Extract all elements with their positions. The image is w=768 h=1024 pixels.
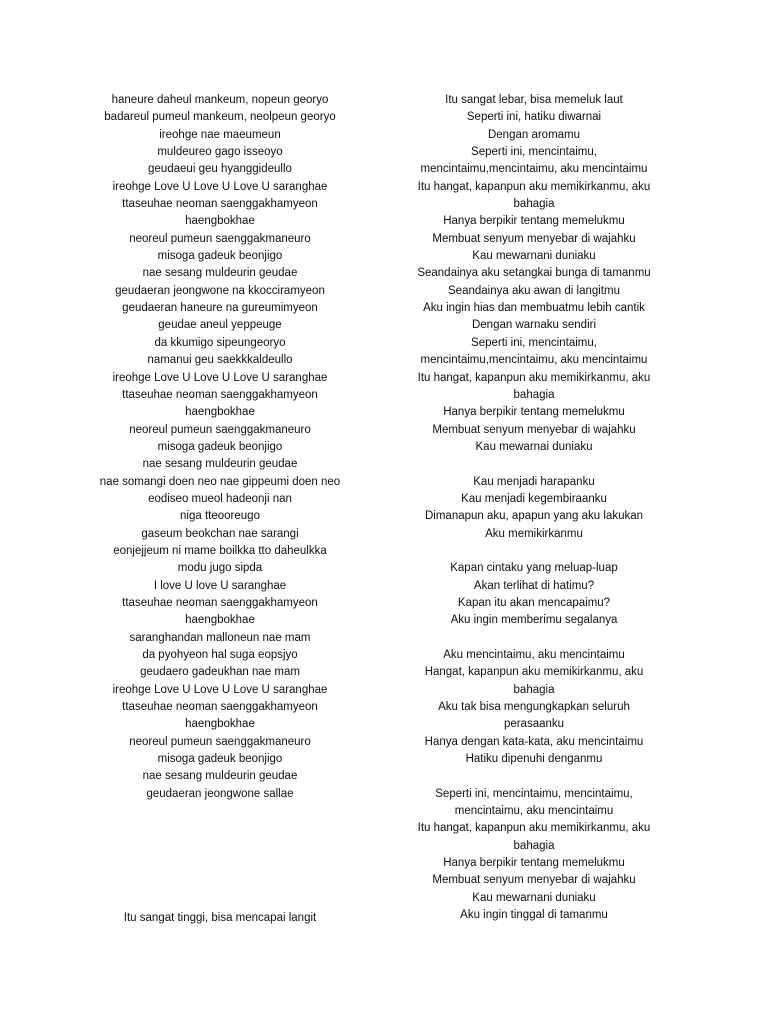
- translation-line: Kau menjadi harapanku: [473, 475, 595, 488]
- left-column-korean-lyrics: [55, 92, 385, 803]
- translation-line: [369, 456, 699, 473]
- translation-line: Itu hangat, kapanpun aku memikirkanmu, aku: [417, 180, 651, 193]
- lyric-line: ttaseuhae neoman saenggakhamyeon: [122, 388, 318, 401]
- translation-line: Aku mencintaimu, aku mencintaimu: [443, 649, 625, 661]
- translation-line: Dengan aromamu: [487, 128, 581, 141]
- lyric-line: ireohge Love U Love U Love U saranghae: [112, 371, 328, 384]
- lyric-line: haneure daheul mankeum, nopeun georyo: [111, 94, 329, 106]
- lyric-line: geudaero gadeukhan nae mam: [140, 666, 300, 679]
- lyric-line: ttaseuhae neoman saenggakhamyeon: [122, 596, 318, 609]
- lyric-line: eonjejjeum ni mame boilkka tto daheulkka: [113, 544, 327, 557]
- translation-line: mencintaimu,mencintaimu, aku mencintaimu: [420, 163, 648, 176]
- translation-line: Aku memikirkanmu: [485, 527, 583, 540]
- lyric-line: neoreul pumeun saenggakmaneuro: [129, 423, 311, 436]
- lyric-line: neoreul pumeun saenggakmaneuro: [129, 232, 311, 245]
- lyric-line: namanui geu saekkkaldeullo: [147, 354, 293, 367]
- translation-line: Kau mewarnani duniaku: [472, 891, 596, 904]
- lyric-line: da pyohyeon hal suga eopsjyo: [142, 649, 298, 661]
- lyric-line: geudaeran jeongwone sallae: [146, 787, 294, 800]
- lyric-line: saranghandan malloneun nae mam: [129, 631, 311, 644]
- translation-line: Kau menjadi kegembiraanku: [461, 492, 607, 505]
- translation-line: Kapan itu akan mencapaimu?: [457, 596, 611, 609]
- lyric-line: ireohge nae maeumeun: [159, 128, 281, 141]
- lyric-line: geudaeran jeongwone na kkocciramyeon: [115, 284, 325, 297]
- translation-line: bahagia: [513, 839, 555, 852]
- lyric-line: misoga gadeuk beonjigo: [157, 250, 283, 263]
- lyric-line: I love U love U saranghae: [153, 579, 287, 592]
- translation-line: Dengan warnaku sendiri: [471, 319, 597, 332]
- translation-line: Membuat senyum menyebar di wajahku: [432, 232, 636, 245]
- translation-line: Aku tak bisa mengungkapkan seluruh: [438, 701, 630, 714]
- lyric-line: geudae aneul yeppeuge: [158, 319, 282, 332]
- translation-line: Itu hangat, kapanpun aku memikirkanmu, aku: [417, 822, 651, 835]
- lyric-line: ttaseuhae neoman saenggakhamyeon: [122, 198, 318, 211]
- translation-line: Aku ingin memberimu segalanya: [450, 614, 618, 627]
- right-column-indonesian-translation: [369, 92, 699, 925]
- lyric-line: ireohge Love U Love U Love U saranghae: [112, 180, 328, 193]
- translation-line: Aku ingin tinggal di tamanmu: [460, 909, 608, 922]
- lyric-line: gaseum beokchan nae sarangi: [141, 527, 299, 540]
- translation-line: Seandainya aku awan di langitmu: [448, 284, 620, 297]
- lyric-line: ttaseuhae neoman saenggakhamyeon: [122, 701, 318, 714]
- translation-line: bahagia: [513, 198, 555, 211]
- translation-line: Itu sangat lebar, bisa memeluk laut: [445, 94, 623, 106]
- lyric-line: misoga gadeuk beonjigo: [157, 753, 283, 766]
- translation-line: Kau mewarnani duniaku: [472, 250, 596, 263]
- translation-line: [369, 630, 699, 647]
- lyric-line: nae sesang muldeurin geudae: [142, 458, 298, 471]
- translation-line: Seperti ini, mencintaimu, mencintaimu,: [435, 787, 633, 800]
- translation-line: Akan terlihat di hatimu?: [473, 579, 595, 592]
- translation-line: Membuat senyum menyebar di wajahku: [432, 874, 636, 887]
- translation-line: Seandainya aku setangkai bunga di tamanmu: [417, 267, 651, 280]
- lyric-line: misoga gadeuk beonjigo: [157, 440, 283, 453]
- translation-line: Seperti ini, mencintaimu,: [471, 336, 597, 349]
- lyric-line: geudaeui geu hyanggideullo: [148, 163, 292, 176]
- translation-line: Hanya berpikir tentang memelukmu: [443, 857, 625, 870]
- lyric-line: nae somangi doen neo nae gippeumi doen neo: [99, 475, 341, 488]
- lyric-line: haengbokhae: [185, 614, 255, 627]
- lyric-line: neoreul pumeun saenggakmaneuro: [129, 735, 311, 748]
- translation-line: [369, 768, 699, 785]
- lyric-line: nae sesang muldeurin geudae: [142, 770, 298, 783]
- lyric-line: haengbokhae: [185, 406, 255, 419]
- translation-line: bahagia: [513, 388, 555, 401]
- translation-line: Hanya berpikir tentang memelukmu: [443, 406, 625, 419]
- lyric-line: ireohge Love U Love U Love U saranghae: [112, 683, 328, 696]
- lyric-line: haengbokhae: [185, 215, 255, 228]
- translation-line: Hatiku dipenuhi denganmu: [465, 753, 603, 766]
- lyric-line: eodiseo mueol hadeonji nan: [148, 492, 292, 505]
- translation-line: Kau mewarnai duniaku: [475, 440, 593, 453]
- translation-line: [369, 543, 699, 560]
- translation-line: Hangat, kapanpun aku memikirkanmu, aku: [424, 666, 644, 679]
- translation-line: Kapan cintaku yang meluap-luap: [450, 562, 618, 575]
- translation-line: Seperti ini, hatiku diwarnai: [466, 111, 602, 124]
- translation-line: Hanya dengan kata-kata, aku mencintaimu: [424, 735, 644, 748]
- translation-line: mencintaimu,mencintaimu, aku mencintaimu: [420, 354, 648, 367]
- translation-line: Dimanapun aku, apapun yang aku lakukan: [424, 510, 644, 523]
- lyric-line: nae sesang muldeurin geudae: [142, 267, 298, 280]
- translation-line: Itu hangat, kapanpun aku memikirkanmu, aku: [417, 371, 651, 384]
- lyric-line: muldeureo gago isseoyo: [157, 146, 283, 159]
- translation-line: Aku ingin hias dan membuatmu lebih cantik: [423, 302, 645, 315]
- translation-line: bahagia: [513, 683, 555, 696]
- lyric-line: niga tteooreugo: [180, 510, 260, 523]
- translation-line: perasaanku: [503, 718, 565, 731]
- translation-line: Hanya berpikir tentang memelukmu: [443, 215, 625, 228]
- lyric-line: modu jugo sipda: [177, 562, 263, 575]
- translation-line: Membuat senyum menyebar di wajahku: [432, 423, 636, 436]
- lyric-line: haengbokhae: [185, 718, 255, 731]
- translation-line: Seperti ini, mencintaimu,: [471, 146, 597, 159]
- translation-line: mencintaimu, aku mencintaimu: [454, 805, 614, 818]
- left-column-footer-line: Itu sangat tinggi, bisa mencapai langit: [123, 912, 317, 924]
- lyric-line: badareul pumeul mankeum, neolpeun georyo: [104, 111, 336, 124]
- lyric-line: geudaeran haneure na gureumimyeon: [122, 302, 318, 315]
- lyric-line: da kkumigo sipeungeoryo: [154, 336, 286, 349]
